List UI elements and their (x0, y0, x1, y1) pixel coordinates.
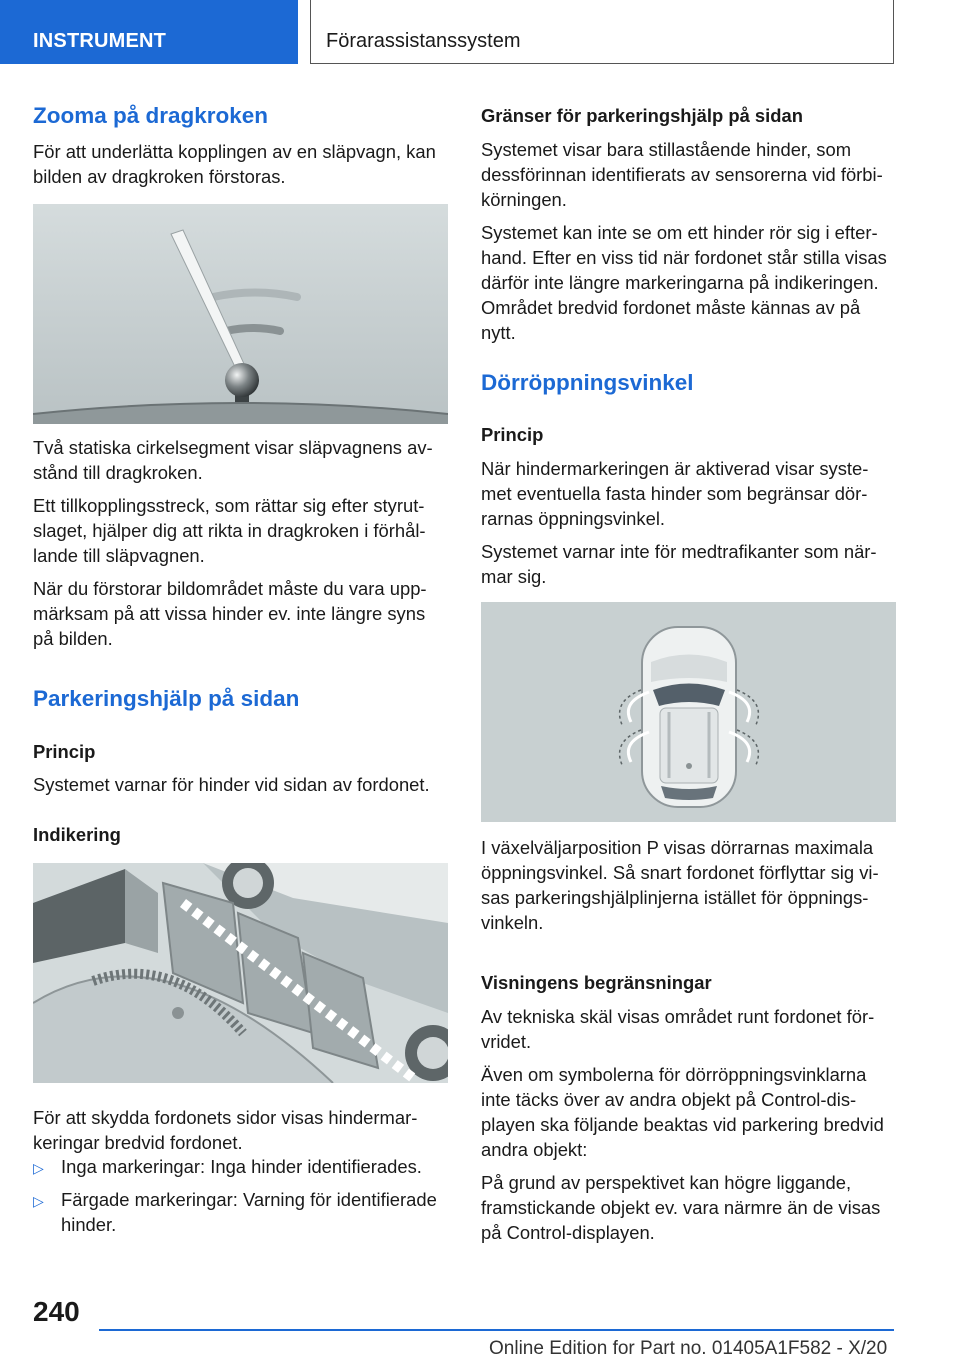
bullet-text: Färgade markeringar: Varning för identifierade (61, 1189, 437, 1210)
subheading-indikering: Indikering (33, 824, 121, 845)
section-tab (0, 0, 298, 64)
paragraph-line: Även om symbolerna för dörröppningsvinklarna (481, 1064, 867, 1085)
paragraph-line: När du förstorar bildområdet måste du vara upp- (33, 578, 427, 599)
paragraph-line: Systemet varnar inte för medtrafikanter som när- (481, 541, 877, 562)
figure-door-angle (481, 602, 896, 822)
heading-door-angle: Dörröppningsvinkel (481, 370, 694, 395)
paragraph-line: rarnas öppningsvinkel. (481, 508, 666, 529)
section-title: INSTRUMENT (33, 30, 167, 52)
paragraph-line: slaget, hjälper dig att rikta in dragkroken i förhål- (33, 520, 426, 541)
paragraph-line: met eventuella fasta hinder som begränsar dör- (481, 483, 868, 504)
paragraph-line: På grund av perspektivet kan högre liggande, (481, 1172, 852, 1193)
paragraph-line: mar sig. (481, 566, 547, 587)
paragraph-line: I växelväljarposition P visas dörrarnas maximala (481, 837, 874, 858)
footer-divider (99, 1329, 894, 1331)
subheading-princip: Princip (481, 424, 544, 445)
paragraph-line: dessförinnan identifierats av sensorerna vid förbi- (481, 164, 883, 185)
paragraph-line: keringar bredvid fordonet. (33, 1132, 243, 1153)
paragraph-line: inte täcks över av andra objekt på Control-dis- (481, 1089, 857, 1110)
paragraph-line: Av tekniska skäl visas området runt fordonet för- (481, 1006, 875, 1027)
paragraph-line: Systemet kan inte se om ett hinder rör sig i efter- (481, 222, 878, 243)
footer-edition: Online Edition for Part no. 01405A1F582 - X/20 (489, 1338, 888, 1359)
paragraph-line: vridet. (481, 1031, 532, 1052)
paragraph-line: hand. Efter en viss tid när fordonet står stilla visas (481, 247, 887, 268)
paragraph-line: öppningsvinkel. Så snart fordonet förflyttar sig vi- (481, 862, 879, 883)
paragraph-line: Ett tillkopplingsstreck, som rättar sig efter styrut- (33, 495, 425, 516)
bullet-icon: ▷ (33, 1193, 44, 1209)
paragraph-line: körningen. (481, 189, 567, 210)
paragraph-line: andra objekt: (481, 1139, 588, 1160)
paragraph-line: playen ska följande beaktas vid parkering bredvid (481, 1114, 884, 1135)
paragraph-line: på Control-displayen. (481, 1222, 655, 1243)
paragraph-line: nytt. (481, 322, 516, 343)
bullet-icon: ▷ (33, 1160, 44, 1176)
figure-side-parking (33, 863, 448, 1083)
paragraph-line: Systemet varnar för hinder vid sidan av fordonet. (33, 774, 430, 795)
paragraph-line: För att underlätta kopplingen av en släpvagn, kan (33, 141, 436, 162)
paragraph-line: sas parkeringshjälplinjerna istället för öppnings- (481, 887, 869, 908)
figure-hitch-zoom (33, 204, 448, 424)
page-number: 240 (33, 1296, 80, 1327)
paragraph-line: på bilden. (33, 628, 113, 649)
chapter-header (310, 0, 894, 64)
chapter-title: Förarassistanssystem (326, 30, 521, 52)
bullet-text: hinder. (61, 1214, 117, 1235)
paragraph-line: När hindermarkeringen är aktiverad visar syste- (481, 458, 869, 479)
paragraph-line: Området bredvid fordonet måste kännas av på (481, 297, 861, 318)
paragraph-line: vinkeln. (481, 912, 544, 933)
paragraph-line: Systemet visar bara stillastående hinder, som (481, 139, 852, 160)
paragraph-line: stånd till dragkroken. (33, 462, 203, 483)
subheading-limits: Gränser för parkeringshjälp på sidan (481, 105, 803, 126)
paragraph-line: lande till släpvagnen. (33, 545, 205, 566)
bullet-text: Inga markeringar: Inga hinder identifierades. (61, 1156, 422, 1177)
paragraph-line: bilden av dragkroken förstoras. (33, 166, 286, 187)
paragraph-line: framstickande objekt ev. vara närmre än de visas (481, 1197, 881, 1218)
heading-zoom: Zooma på dragkroken (33, 103, 269, 128)
paragraph-line: För att skydda fordonets sidor visas hindermar- (33, 1107, 418, 1128)
subheading-limitations: Visningens begränsningar (481, 972, 712, 993)
subheading-princip: Princip (33, 741, 96, 762)
heading-side-parking: Parkeringshjälp på sidan (33, 686, 300, 711)
paragraph-line: därför inte längre markeringarna på indikeringen. (481, 272, 879, 293)
paragraph-line: märksam på att vissa hinder ev. inte längre syns (33, 603, 426, 624)
paragraph-line: Två statiska cirkelsegment visar släpvagnens av- (33, 437, 433, 458)
